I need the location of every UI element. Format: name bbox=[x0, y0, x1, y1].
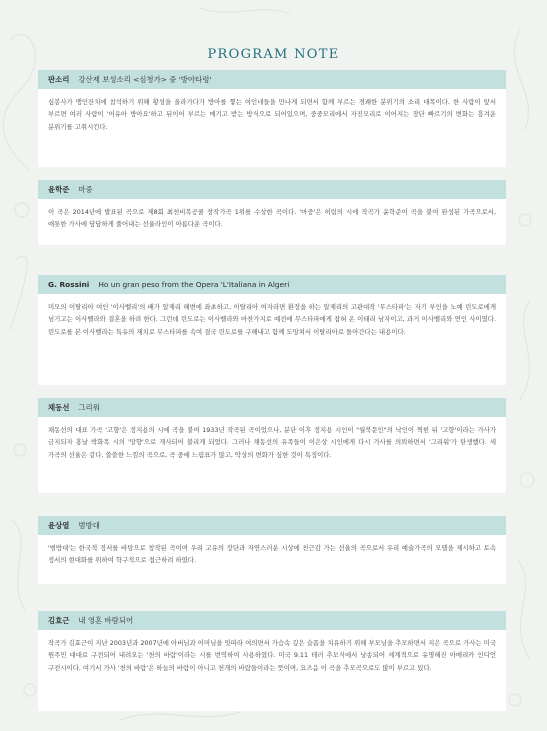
program-item-header bbox=[38, 70, 506, 89]
program-note-text: 미모의 이탈리아 여인 '이사벨리'의 배가 알제리 해변에 좌초하고, 이탈리아 여자라면 환장을 하는 알제리의 고관대작 '무스타파'는 자기 부인을 노예 린도로에게 넘기고는 이사벨라와 결혼을 하려 한다. 그런데 린도로는 이사벨라와 마찬가지로 예전에 무스타파에게 잡혀 온 이태리 남자이고, 과거 이사벨리와 연인 사이였다. 린도로를 본 이사벨라는 특유의 재치로 무스타파를 속여 결국 린도로를 구해내고 함께 도망쳐서 이탈리아로 돌아간다는 내용이다. bbox=[48, 303, 496, 336]
program-item-header bbox=[38, 275, 506, 294]
work-title: 그리워 bbox=[78, 403, 100, 412]
work-title: 내 영혼 바람되어 bbox=[78, 616, 134, 625]
composer-name: 판소리 bbox=[48, 75, 70, 84]
program-note-text: '범방대'는 한국적 정서를 바탕으로 창작된 곡이며 우리 고유의 장단과 자연스러운 시상에 친근감 가는 선율의 곡으로서 우리 예술가곡의 모델을 제시하고 토속 정서의 현대화를 위하여 학구적으로 접근하려 하였다. bbox=[48, 544, 496, 565]
program-item-header bbox=[38, 398, 506, 417]
program-note-text: 심봉사가 맹인잔치에 참석하기 위해 황성을 올라가다가 방아를 찧는 여인네들을 만나게 되면서 함께 부르는 경쾌한 분위기의 소리 대목이다. 한 사람이 앞서 부르면 여러 사람이 '어유아 방아요'하고 뒤이어 부르는 메기고 받는 방식으로 되어있으며, 중중모리에서 자진모리로 이어지는 장단 빠르기의 변화는 흥겨운 분위기를 고취시킨다. bbox=[48, 98, 496, 131]
page-title: PROGRAM NOTE bbox=[207, 47, 340, 62]
program-item-header bbox=[38, 180, 506, 199]
composer-name: 윤상열 bbox=[48, 521, 70, 530]
program-item-2 bbox=[38, 180, 506, 245]
program-note-text: 채동선의 대표 가곡 '고향'은 정지용의 시에 곡을 붙여 1933년 작곡된 곡이었으나, 분단 이후 정지용 시인이 "월북문인"의 낙인이 찍힌 뒤 '고향'이라는 가사가 금지되자 홍날 박화목 시의 '망향'으로 개사되어 불리게 되었다. 그러나 채동선의 유족들이 이은상 시인에게 다시 가사를 의뢰하면서 '그리워'가 탄생했다. 세 가곡의 선율은 같다. 쓸쓸한 느낌의 곡으로, 곡 중에 느림표가 많고, 악상의 변화가 심한 것이 특징이다. bbox=[48, 426, 496, 459]
work-title: 강산제 보성소리 <심청가> 중 '방아타령' bbox=[78, 75, 212, 84]
composer-name: G. Rossini bbox=[48, 280, 90, 289]
program-item-1 bbox=[38, 70, 506, 167]
program-item-header bbox=[38, 611, 506, 630]
program-item-4 bbox=[38, 398, 506, 493]
program-item-3 bbox=[38, 275, 506, 385]
program-item-header bbox=[38, 516, 506, 535]
program-note-text: 작곡가 김효근이 지난 2003년과 2007년에 아버님과 어머님을 잇따라 여의면서 가슴속 깊은 슬픔을 치유하기 위해 부모님을 추모하면서 지은 곡으로 가사는 미국 원주민 대대로 구전되어 내려오는 '천의 바람'이라는 시를 번역하여 사용하였다. 미국 9.11 테러 추모식에서 낭송되어 세계적으로 유명해진 아메리카 인디언 구전시이다. 여기서 가사 '천의 바람'은 하늘의 바람이 아니고 천개의 바람들이라는 뜻이며, 요즈음 이 곡을 추모곡으로도 많이 부르고 있다. bbox=[48, 639, 496, 672]
composer-name: 윤학준 bbox=[48, 185, 70, 194]
program-item-5 bbox=[38, 516, 506, 584]
composer-name: 김효근 bbox=[48, 616, 70, 625]
program-note-text: 이 곡은 2014년에 발표된 곡으로 제8회 최천비목공쿨 창작가곡 1위를 수상한 곡이다. '마중'은 허림의 시에 작곡가 윤학준이 곡을 붙여 완성된 가곡으로서, 애틋한 가사에 담담하게 풀어내는 선율라인이 아름다운 곡이다. bbox=[48, 208, 496, 229]
program-item-6 bbox=[38, 611, 506, 711]
composer-name: 채동선 bbox=[48, 403, 70, 412]
work-title: Ho un gran peso from the Opera 'L'Italiana in Algeri bbox=[98, 280, 290, 289]
work-title: 마중 bbox=[78, 185, 93, 194]
work-title: 범방대 bbox=[78, 521, 100, 530]
